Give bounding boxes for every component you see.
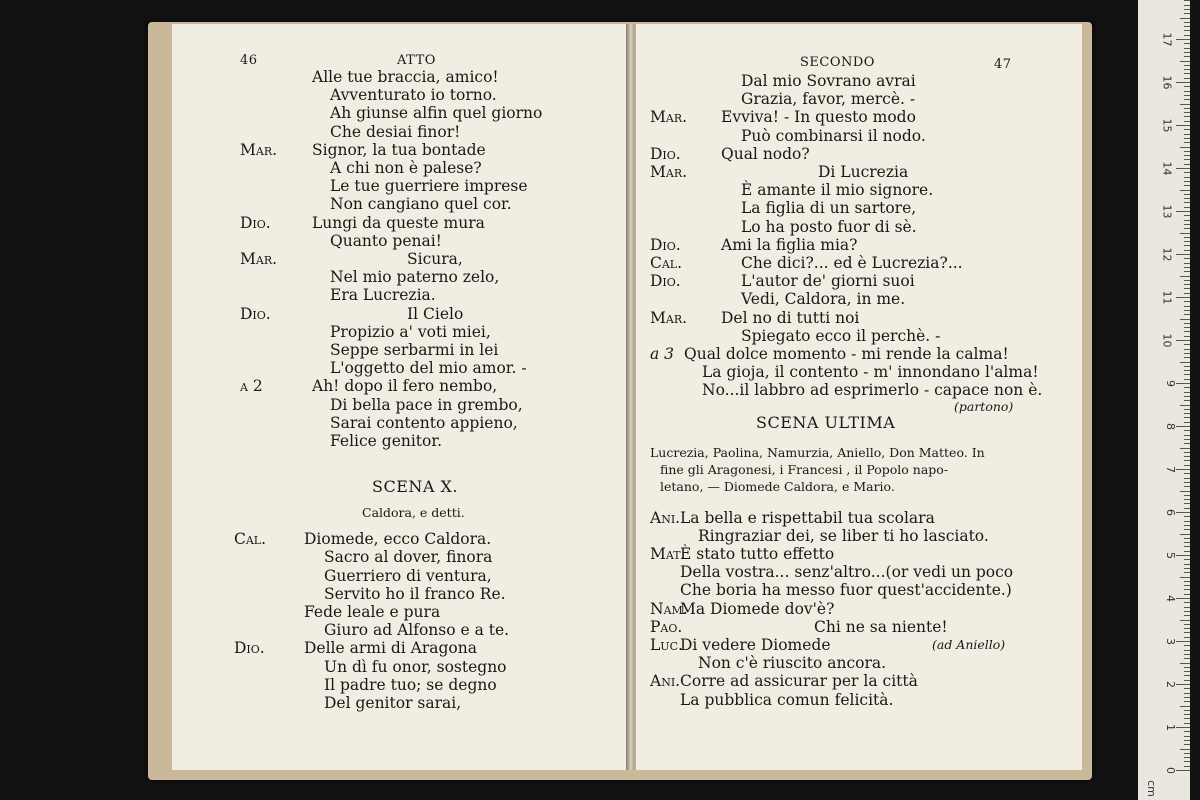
ruler-minor-tick (1184, 753, 1190, 754)
ruler-minor-tick (1184, 465, 1190, 466)
ruler-tick (1176, 770, 1190, 771)
ruler-minor-tick (1184, 671, 1190, 672)
ruler-minor-tick (1184, 546, 1190, 547)
ruler-minor-tick (1184, 559, 1190, 560)
ruler-minor-tick (1184, 413, 1190, 414)
ruler-number: 17 (1160, 32, 1174, 47)
ruler-minor-tick (1184, 43, 1190, 44)
ruler-minor-tick (1184, 301, 1190, 302)
ruler-minor-tick (1184, 521, 1190, 522)
ruler-minor-tick (1184, 602, 1190, 603)
ruler-minor-tick (1184, 121, 1190, 122)
verse-line: Diomede, ecco Caldora. (304, 530, 492, 549)
ruler-minor-tick (1184, 460, 1190, 461)
ruler-minor-tick (1184, 288, 1190, 289)
ruler-minor-tick (1184, 198, 1190, 199)
ruler-minor-tick (1180, 620, 1190, 621)
ruler-minor-tick (1184, 271, 1190, 272)
ruler-minor-tick (1184, 241, 1190, 242)
verse-line: Grazia, favor, mercè. - (741, 90, 916, 109)
verse-line: Sicura, (407, 250, 463, 268)
ruler-minor-tick (1184, 757, 1190, 758)
ruler-minor-tick (1180, 749, 1190, 750)
verse-line: Signor, la tua bontade (312, 140, 486, 159)
ruler-minor-tick (1184, 439, 1190, 440)
stage-direction: (partono) (954, 398, 1014, 414)
ruler-minor-tick (1184, 495, 1190, 496)
ruler-minor-tick (1184, 693, 1190, 694)
ruler-minor-tick (1184, 710, 1190, 711)
ruler-minor-tick (1184, 228, 1190, 229)
verse-line: La gioja, il contento - m' innondano l'alma! (702, 363, 1039, 382)
verse-line: Il Cielo (407, 304, 464, 323)
ruler-minor-tick (1184, 568, 1190, 569)
ruler-minor-tick (1184, 336, 1190, 337)
ruler-tick (1176, 598, 1190, 599)
ruler-minor-tick (1180, 104, 1190, 105)
verse-line: Avventurato io torno. (330, 86, 497, 105)
ruler-number: 0 (1164, 767, 1177, 774)
ruler-minor-tick (1184, 516, 1190, 517)
scene-cast: fine gli Aragonesi, i Francesi , il Popolo napo- (660, 461, 949, 477)
verse-line: Giuro ad Alfonso e a te. (324, 621, 510, 640)
page-number: 46 (240, 53, 258, 68)
verse-line: La figlia di un sartore, (741, 199, 917, 218)
verse-line: Lungi da queste mura (312, 213, 485, 232)
ruler-tick (1176, 254, 1190, 255)
ensemble-label: a 3 (650, 345, 675, 363)
ruler-minor-tick (1184, 615, 1190, 616)
ruler-minor-tick (1184, 258, 1190, 259)
ruler-minor-tick (1184, 675, 1190, 676)
ruler-minor-tick (1184, 56, 1190, 57)
ruler-minor-tick (1184, 108, 1190, 109)
ruler-minor-tick (1184, 65, 1190, 66)
ruler-minor-tick (1184, 349, 1190, 350)
verse-line: Il padre tuo; se degno (324, 675, 497, 694)
speaker-label: Dio. (650, 144, 681, 163)
verse-line: Lo ha posto fuor di sè. (741, 217, 917, 236)
ruler-minor-tick (1184, 387, 1190, 388)
verse-line: Di vedere Diomede (680, 636, 831, 654)
ruler-minor-tick (1184, 48, 1190, 49)
verse-line: Che boria ha messo fuor quest'accidente.) (680, 581, 1012, 600)
verse-line: Non cangiano quel cor. (330, 195, 512, 214)
ruler-number: 16 (1160, 75, 1174, 90)
ruler-minor-tick (1180, 405, 1190, 406)
ruler-minor-tick (1184, 731, 1190, 732)
speaker-label: Luc. (650, 636, 683, 654)
verse-line: Chi ne sa niente! (814, 617, 948, 636)
verse-line: È stato tutto effetto (680, 545, 835, 563)
ruler-minor-tick (1184, 374, 1190, 375)
ruler-minor-tick (1180, 319, 1190, 320)
speaker-label: Dio. (650, 272, 681, 291)
ruler-minor-tick (1184, 116, 1190, 117)
ruler-minor-tick (1184, 551, 1190, 552)
ruler-minor-tick (1184, 13, 1190, 14)
verse-line: L'autor de' giorni suoi (741, 272, 915, 291)
ruler-minor-tick (1184, 237, 1190, 238)
ruler-minor-tick (1180, 577, 1190, 578)
ruler-number: 5 (1164, 552, 1177, 559)
ruler-number: 9 (1164, 380, 1177, 387)
page-number: 47 (994, 57, 1012, 72)
ruler-minor-tick (1184, 594, 1190, 595)
ruler-minor-tick (1184, 310, 1190, 311)
ruler-minor-tick (1184, 379, 1190, 380)
ruler-minor-tick (1184, 151, 1190, 152)
ruler-number: 14 (1160, 161, 1174, 176)
ruler-minor-tick (1184, 538, 1190, 539)
ruler-minor-tick (1184, 701, 1190, 702)
scene-cast: Lucrezia, Paolina, Namurzia, Aniello, Don Matteo. In (650, 444, 985, 460)
ruler-tick (1176, 469, 1190, 470)
measuring-ruler (1138, 0, 1190, 800)
ruler-minor-tick (1184, 430, 1190, 431)
ruler-minor-tick (1180, 663, 1190, 664)
ruler-minor-tick (1184, 73, 1190, 74)
verse-line: Fede leale e pura (304, 603, 441, 621)
verse-line: Qual nodo? (721, 144, 810, 163)
ruler-minor-tick (1184, 637, 1190, 638)
ruler-minor-tick (1184, 327, 1190, 328)
ruler-minor-tick (1184, 632, 1190, 633)
ruler-minor-tick (1184, 396, 1190, 397)
verse-line: Può combinarsi il nodo. (741, 126, 926, 145)
ruler-minor-tick (1184, 245, 1190, 246)
ruler-minor-tick (1184, 564, 1190, 565)
scene-cast: letano, — Diomede Caldora, e Mario. (660, 478, 895, 494)
ruler-minor-tick (1184, 723, 1190, 724)
ruler-minor-tick (1184, 138, 1190, 139)
verse-line: È amante il mio signore. (741, 181, 934, 200)
speaker-label: Mar. (240, 250, 278, 268)
ruler-minor-tick (1184, 95, 1190, 96)
verse-line: Alle tue braccia, amico! (312, 68, 499, 86)
ruler-minor-tick (1184, 331, 1190, 332)
verse-line: Ma Diomede dov'è? (680, 599, 835, 618)
speaker-label: Pao. (650, 617, 683, 636)
verse-line: Sarai contento appieno, (330, 413, 518, 432)
ruler-number: 10 (1160, 333, 1174, 348)
speaker-label: Dio. (240, 213, 271, 232)
ruler-minor-tick (1184, 417, 1190, 418)
ruler-tick (1176, 297, 1190, 298)
verse-line: Guerriero di ventura, (324, 566, 492, 585)
ruler-minor-tick (1184, 499, 1190, 500)
ruler-tick (1176, 684, 1190, 685)
ruler-unit: cm (1145, 780, 1159, 797)
ruler-minor-tick (1184, 680, 1190, 681)
ruler-number: 1 (1164, 724, 1177, 731)
ruler-minor-tick (1184, 207, 1190, 208)
verse-line: No...il labbro ad esprimerlo - capace non è. (702, 381, 1043, 400)
ruler-minor-tick (1184, 314, 1190, 315)
speaker-label: Cal. (650, 254, 683, 272)
ruler-tick (1176, 211, 1190, 212)
ruler-minor-tick (1184, 177, 1190, 178)
verse-line: Seppe serbarmi in lei (330, 341, 499, 359)
ruler-minor-tick (1184, 134, 1190, 135)
ruler-number: 2 (1164, 681, 1177, 688)
ruler-minor-tick (1184, 293, 1190, 294)
ruler-number: 4 (1164, 595, 1177, 602)
verse-line: Della vostra... senz'altro...(or vedi un poco (680, 563, 1014, 582)
speaker-label: Cal. (234, 530, 267, 549)
ruler-minor-tick (1184, 9, 1190, 10)
ruler-tick (1176, 555, 1190, 556)
verse-line: Che dici?... ed è Lucrezia?... (741, 254, 963, 272)
ruler-minor-tick (1180, 276, 1190, 277)
verse-line: Ami la figlia mia? (721, 235, 858, 254)
verse-line: Del no di tutti noi (721, 308, 860, 327)
verse-line: Che desiai finor! (330, 122, 461, 141)
ruler-minor-tick (1184, 78, 1190, 79)
ruler-minor-tick (1184, 654, 1190, 655)
ruler-minor-tick (1184, 486, 1190, 487)
ruler-minor-tick (1184, 714, 1190, 715)
ruler-minor-tick (1184, 164, 1190, 165)
verse-line: Sacro al dover, finora (324, 548, 493, 567)
ruler-number: 6 (1164, 509, 1177, 516)
verse-line: Un dì fu onor, sostegno (324, 657, 507, 676)
left-page (172, 24, 630, 770)
ruler-minor-tick (1180, 362, 1190, 363)
ruler-minor-tick (1184, 542, 1190, 543)
speaker-label: a 2 (240, 377, 263, 396)
ruler-minor-tick (1184, 185, 1190, 186)
ruler-minor-tick (1184, 69, 1190, 70)
ruler-minor-tick (1184, 589, 1190, 590)
ruler-minor-tick (1184, 344, 1190, 345)
ruler-minor-tick (1184, 744, 1190, 745)
ruler-minor-tick (1184, 215, 1190, 216)
ruler-minor-tick (1184, 607, 1190, 608)
speaker-label: Dio. (650, 235, 681, 254)
verse-line: Quanto penai! (330, 231, 442, 250)
ruler-tick (1176, 727, 1190, 728)
ruler-minor-tick (1184, 172, 1190, 173)
ruler-minor-tick (1184, 353, 1190, 354)
ruler-minor-tick (1184, 112, 1190, 113)
speaker-label: Ani. (650, 672, 681, 691)
ruler-minor-tick (1184, 5, 1190, 6)
ruler-minor-tick (1184, 0, 1190, 1)
ruler-minor-tick (1184, 645, 1190, 646)
running-head: ATTO (397, 53, 436, 68)
ruler-minor-tick (1184, 267, 1190, 268)
verse-line: Non c'è riuscito ancora. (698, 654, 887, 673)
ruler-minor-tick (1184, 529, 1190, 530)
verse-line: Spiegato ecco il perchè. - (741, 326, 941, 345)
ruler-number: 13 (1160, 204, 1174, 219)
ruler-minor-tick (1180, 448, 1190, 449)
ruler-minor-tick (1184, 503, 1190, 504)
verse-line: Servito ho il franco Re. (324, 584, 506, 603)
ruler-minor-tick (1184, 697, 1190, 698)
ruler-minor-tick (1184, 478, 1190, 479)
stage-direction: (ad Aniello) (932, 637, 1006, 652)
ruler-minor-tick (1184, 667, 1190, 668)
ruler-minor-tick (1184, 400, 1190, 401)
ruler-minor-tick (1184, 30, 1190, 31)
ruler-minor-tick (1184, 370, 1190, 371)
ruler-minor-tick (1184, 452, 1190, 453)
ruler-minor-tick (1180, 61, 1190, 62)
ruler-minor-tick (1184, 422, 1190, 423)
verse-line: Del genitor sarai, (324, 694, 462, 712)
ruler-minor-tick (1184, 482, 1190, 483)
speaker-label: Dio. (234, 639, 265, 658)
verse-line: Dal mio Sovrano avrai (741, 72, 916, 90)
ruler-minor-tick (1184, 155, 1190, 156)
ruler-minor-tick (1184, 202, 1190, 203)
ruler-number: 15 (1160, 118, 1174, 133)
verse-line: Ah! dopo il fero nembo, (312, 377, 498, 396)
ruler-tick (1176, 168, 1190, 169)
ruler-minor-tick (1184, 263, 1190, 264)
ruler-minor-tick (1184, 129, 1190, 130)
ruler-minor-tick (1184, 250, 1190, 251)
running-head: SECONDO (800, 55, 875, 70)
verse-line: La bella e rispettabil tua scolara (680, 508, 935, 527)
verse-line: Vedi, Caldora, in me. (741, 290, 906, 309)
ruler-minor-tick (1184, 456, 1190, 457)
ruler-minor-tick (1184, 194, 1190, 195)
ruler-minor-tick (1184, 624, 1190, 625)
verse-line: Corre ad assicurar per la città (680, 672, 918, 691)
ruler-minor-tick (1184, 761, 1190, 762)
ruler-minor-tick (1184, 181, 1190, 182)
ruler-minor-tick (1184, 392, 1190, 393)
verse-line: Felice genitor. (330, 432, 443, 450)
ruler-number: 3 (1164, 638, 1177, 645)
ruler-tick (1176, 426, 1190, 427)
ruler-number: 7 (1164, 466, 1177, 473)
scene-title: SCENA ULTIMA (756, 412, 896, 432)
ruler-minor-tick (1184, 473, 1190, 474)
verse-line: Delle armi di Aragona (304, 639, 477, 658)
ruler-tick (1176, 125, 1190, 126)
verse-line: Propizio a' voti miei, (330, 322, 491, 341)
ruler-minor-tick (1184, 688, 1190, 689)
ruler-minor-tick (1184, 740, 1190, 741)
verse-line: Ah giunse alfin quel giorno (330, 104, 543, 123)
ruler-minor-tick (1184, 323, 1190, 324)
ruler-minor-tick (1184, 435, 1190, 436)
ruler-minor-tick (1180, 18, 1190, 19)
ruler-minor-tick (1184, 86, 1190, 87)
speaker-label: Mar. (240, 140, 278, 159)
ruler-minor-tick (1184, 142, 1190, 143)
ruler-minor-tick (1184, 658, 1190, 659)
ruler-minor-tick (1184, 99, 1190, 100)
ruler-tick (1176, 383, 1190, 384)
ruler-minor-tick (1180, 233, 1190, 234)
ruler-minor-tick (1180, 491, 1190, 492)
ruler-minor-tick (1184, 220, 1190, 221)
ruler-minor-tick (1180, 706, 1190, 707)
ruler-tick (1176, 512, 1190, 513)
verse-line: A chi non è palese? (330, 159, 482, 177)
ruler-minor-tick (1184, 525, 1190, 526)
ruler-tick (1176, 39, 1190, 40)
ruler-minor-tick (1184, 409, 1190, 410)
ruler-tick (1176, 82, 1190, 83)
ruler-minor-tick (1184, 22, 1190, 23)
ruler-minor-tick (1184, 366, 1190, 367)
ruler-minor-tick (1184, 585, 1190, 586)
verse-line: La pubblica comun felicità. (680, 690, 894, 709)
ruler-minor-tick (1184, 159, 1190, 160)
ruler-minor-tick (1184, 572, 1190, 573)
ruler-number: 8 (1164, 423, 1177, 430)
speaker-label: Ani. (650, 508, 681, 527)
ruler-tick (1176, 340, 1190, 341)
verse-line: Era Lucrezia. (330, 286, 436, 305)
ruler-minor-tick (1184, 628, 1190, 629)
verse-line: L'oggetto del mio amor. - (330, 359, 527, 378)
ruler-minor-tick (1184, 284, 1190, 285)
ruler-tick (1176, 641, 1190, 642)
speaker-label: Mar. (650, 308, 688, 327)
speaker-label: Dio. (240, 304, 271, 323)
right-page (634, 24, 1082, 770)
ruler-minor-tick (1184, 443, 1190, 444)
speaker-label: Mar. (650, 108, 688, 127)
ruler-minor-tick (1184, 26, 1190, 27)
ruler-minor-tick (1184, 224, 1190, 225)
verse-line: Ringraziar dei, se liber ti ho lasciato. (698, 526, 989, 545)
ruler-minor-tick (1184, 611, 1190, 612)
ruler-minor-tick (1184, 280, 1190, 281)
speaker-label: Mat. (650, 545, 686, 563)
ruler-minor-tick (1184, 52, 1190, 53)
verse-line: Di bella pace in grembo, (330, 395, 523, 414)
scene-cast: Caldora, e detti. (362, 505, 465, 521)
ruler-minor-tick (1184, 650, 1190, 651)
verse-line: Evviva! - In questo modo (721, 108, 916, 127)
speaker-label: Mar. (650, 163, 688, 181)
ruler-number: 11 (1160, 290, 1174, 305)
ruler-minor-tick (1184, 306, 1190, 307)
ruler-number: 12 (1160, 247, 1174, 262)
verse-line: Qual dolce momento - mi rende la calma! (684, 345, 1009, 363)
ruler-minor-tick (1184, 736, 1190, 737)
ruler-minor-tick (1184, 508, 1190, 509)
ruler-minor-tick (1184, 35, 1190, 36)
ruler-minor-tick (1184, 581, 1190, 582)
verse-line: Di Lucrezia (818, 163, 909, 181)
ruler-minor-tick (1180, 147, 1190, 148)
verse-line: Nel mio paterno zelo, (330, 268, 500, 287)
verse-line: Le tue guerriere imprese (330, 177, 528, 196)
ruler-minor-tick (1180, 190, 1190, 191)
ruler-minor-tick (1184, 766, 1190, 767)
ruler-minor-tick (1184, 91, 1190, 92)
ruler-minor-tick (1184, 718, 1190, 719)
ruler-minor-tick (1184, 357, 1190, 358)
ruler-minor-tick (1180, 534, 1190, 535)
speaker-label: Nam. (650, 599, 688, 618)
scene-title: SCENA X. (372, 477, 458, 497)
